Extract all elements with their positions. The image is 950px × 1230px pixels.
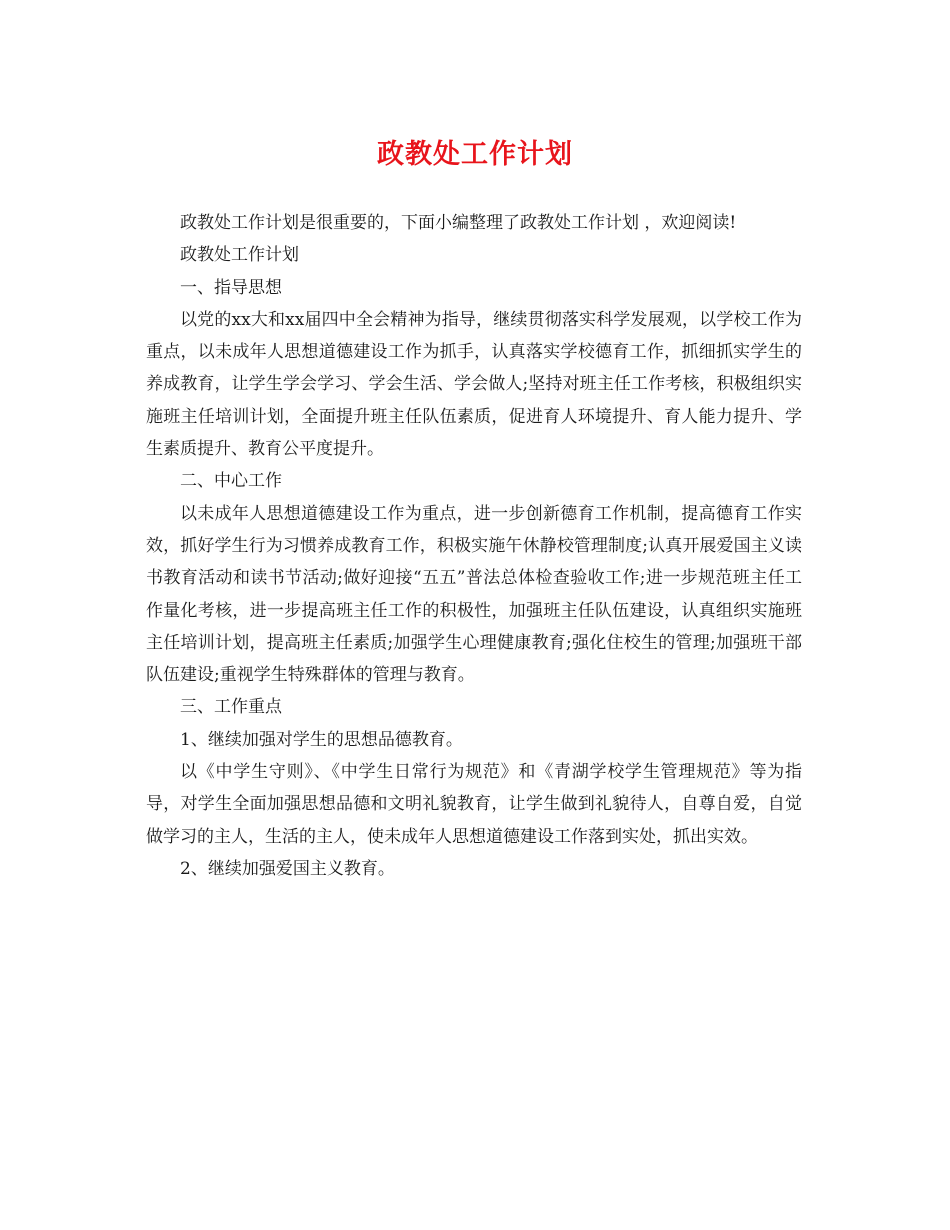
central-work-paragraph: 以未成年人思想道德建设工作为重点，进一步创新德育工作机制，提高德育工作实效，抓好学生行为习惯养成教育工作，积极实施午休静校管理制度;认真开展爱国主义读书教育活动和读书节活动;做好迎接“五五”普法总体检查验收工作;进一步规范班主任工作量化考核，进一步提高班主任工作的积极性，加强班主任队伍建设，认真组织实施班主任培训计划，提高班主任素质;加强学生心理健康教育;强化住校生的管理;加强班干部队伍建设;重视学生特殊群体的管理与教育。 xyxy=(146,503,802,686)
key-point-2-heading: 2、继续加强爱国主义教育。 xyxy=(180,858,395,879)
subtitle-paragraph: 政教处工作计划 xyxy=(180,245,299,266)
section-heading-key-points: 三、工作重点 xyxy=(180,697,282,718)
key-point-1-heading: 1、继续加强对学生的思想品德教育。 xyxy=(180,729,463,750)
intro-paragraph: 政教处工作计划是很重要的，下面小编整理了政教处工作计划 ，欢迎阅读! xyxy=(180,213,737,233)
section-heading-central-work: 二、中心工作 xyxy=(180,471,282,492)
document-body xyxy=(146,207,802,885)
document-title: 政教处工作计划 xyxy=(377,139,573,170)
section-heading-guiding-thought: 一、指导思想 xyxy=(180,277,282,298)
key-point-1-paragraph: 以《中学生守则》、《中学生日常行为规范》和《青湖学校学生管理规范》等为指导，对学生全面加强思想品德和文明礼貌教育，让学生做到礼貌待人，自尊自爱，自觉做学习的主人，生活的主人，使未成年人思想道德建设工作落到实处，抓出实效。 xyxy=(146,762,802,847)
guiding-thought-paragraph: 以党的xx大和xx届四中全会精神为指导，继续贯彻落实科学发展观，以学校工作为重点，以未成年人思想道德建设工作为抓手，认真落实学校德育工作，抓细抓实学生的养成教育，让学生学会学习、学会生活、学会做人;坚持对班主任工作考核，积极组织实施班主任培训计划，全面提升班主任队伍素质，促进育人环境提升、育人能力提升、学生素质提升、教育公平度提升。 xyxy=(146,309,802,460)
